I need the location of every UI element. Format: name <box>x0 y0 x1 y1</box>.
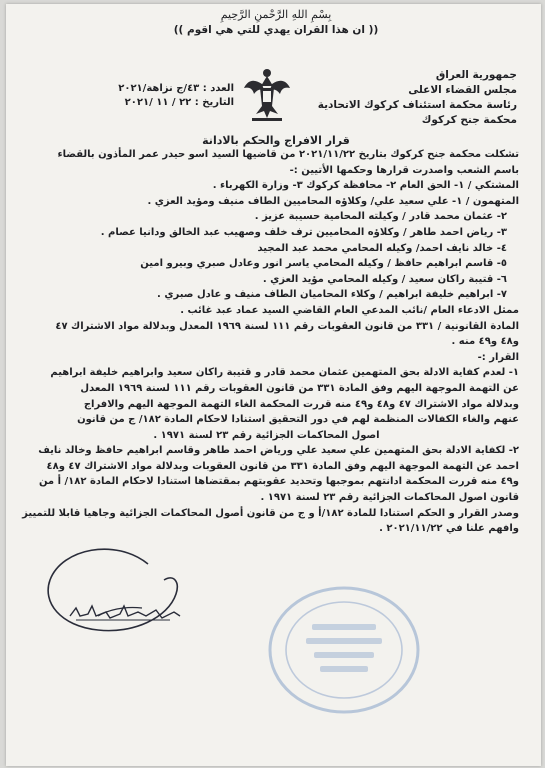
body-line: عنهم والغاء الكفالات المنظمة لهم في دور التحقيق استنادا لاحكام المادة ١٨٢/ ج من قانون <box>77 414 519 426</box>
body-line: ٥- قاسم ابراهيم حافظ / وكيله المحامي ياسر انور وعادل صبري وبيرو امين <box>140 258 507 270</box>
body-line: ٣- رياض احمد طاهر / وكلاؤه المحاميين ترف خلف وصهيب عبد الخالق ودانيا عصام . <box>100 226 507 238</box>
org-line-country: جمهورية العراق <box>435 69 517 81</box>
body-line: قانون اصول المحاكمات الجزائية رقم ٢٣ لسنة ١٩٧١ . <box>260 492 519 504</box>
body-line: احمد عن التهمة الموجهة اليهم وفق المادة ٣٣١ من قانون العقوبات وبدلالة مواد الاشتراك ٤٧ و٤٨ <box>46 460 519 472</box>
body-line: المادة القانونية / ٣٣١ من قانون العقوبات رقم ١١١ لسنة ١٩٦٩ المعدل وبدلالة مواد الاشتراك ٤٧ <box>55 320 519 332</box>
org-line-appeal-court: رئاسة محكمة استئناف كركوك الاتحادية <box>317 99 517 111</box>
verse: (( ان هذا القران يهدي للتي هي اقوم )) <box>173 24 379 36</box>
court-stamp-icon <box>264 582 424 717</box>
body-line: عن التهمة الموجهة اليهم وفق المادة ٣٣١ من قانون العقوبات رقم ١١١ لسنة ١٩٦٩ المعدل <box>80 382 519 394</box>
org-line-misdemeanor-court: محكمة جنح كركوك <box>421 114 517 126</box>
body-line: ١- لعدم كفاية الادلة بحق المتهمين عثمان محمد قادر و قتيبة راكان سعيد وابراهيم خليفة ابراهيم <box>50 367 519 379</box>
case-date: التاريخ : ٢٢ / ١١ /٢٠٢١ <box>124 97 234 108</box>
document-page <box>6 4 541 766</box>
body-line: وصدر القرار و الحكم استنادا للمادة ١٨٢/أ و ج من قانون أصول المحاكمات الجزائية وجاهيا قابلا للتمييز <box>22 507 519 519</box>
org-line-council: مجلس القضاء الاعلى <box>408 84 517 96</box>
body-line: اصول المحاكمات الجزائية رقم ٢٣ لسنة ١٩٧١ . <box>153 429 380 441</box>
body-line: تشكلت محكمة جنح كركوك بتاريخ ٢٠٢١/١١/٢٢ من قاضيها السيد اسو حيدر عمر المأذون بالقضاء <box>57 149 519 160</box>
body-line: المتهمون / ١- علي سعيد علي/ وكلاؤه المحاميين الطاف منيف ومؤيد العزي . <box>147 195 519 207</box>
body-line: ٢- لكفاية الادلة بحق المتهمين علي سعيد علي ورياض احمد طاهر وقاسم ابراهيم حافظ وخالد نايف <box>38 445 519 457</box>
body-line: ممثل الادعاء العام /نائب المدعي العام القاضي السيد عماد عبد غائب . <box>180 304 519 316</box>
body-line: المشتكي / ١- الحق العام ٢- محافظة كركوك ٣- وزارة الكهرباء . <box>212 180 519 192</box>
body-line: ٧- ابراهيم خليفة ابراهيم / وكلاء المحاميان الطاف منيف و عادل صبري . <box>157 289 507 301</box>
basmala: بِسْمِ اللهِ الرَّحْمنِ الرَّحِيمِ <box>220 8 332 21</box>
org-header <box>317 68 517 128</box>
document-title: قرار الافراج والحكم بالادانة <box>202 134 350 147</box>
body-line: باسم الشعب واصدرت قرارها وحكمها الأتيين :- <box>289 164 519 176</box>
body-line: وافهم علنا في ٢٠٢١/١١/٢٢ . <box>379 523 519 535</box>
iraq-eagle-emblem-icon <box>242 64 292 124</box>
document-body <box>14 147 519 537</box>
body-line: ٤- خالد نايف احمد/ وكيله المحامي محمد عبد المجيد <box>257 242 507 254</box>
case-number: العدد : ٤٣/ج نزاهة/٢٠٢١ <box>118 83 234 94</box>
body-line: ٦- قتيبة راكان سعيد / وكيله المحامي مؤيد العزي . <box>262 273 507 285</box>
body-line: القرار :- <box>477 351 519 363</box>
body-line: و٤٨ و٤٩ منه . <box>451 336 519 348</box>
signature-text-icon <box>66 600 186 624</box>
body-line: وبدلالة مواد الاشتراك ٤٧ و٤٨ و٤٩ منه قررت المحكمة الغاء التهمة الموجهة اليهم والافراج <box>83 398 519 410</box>
case-info <box>84 82 234 110</box>
body-line: ٢- عثمان محمد قادر / وكيلته المحامية حسيبة عزيز . <box>254 211 507 223</box>
body-line: و٤٩ منه قررت المحكمة ادانتهم بموجبها وتحديد عقوبتهم بمقتضاها استنادا لاحكام المادة ١٨٢/ أ من <box>38 476 519 488</box>
